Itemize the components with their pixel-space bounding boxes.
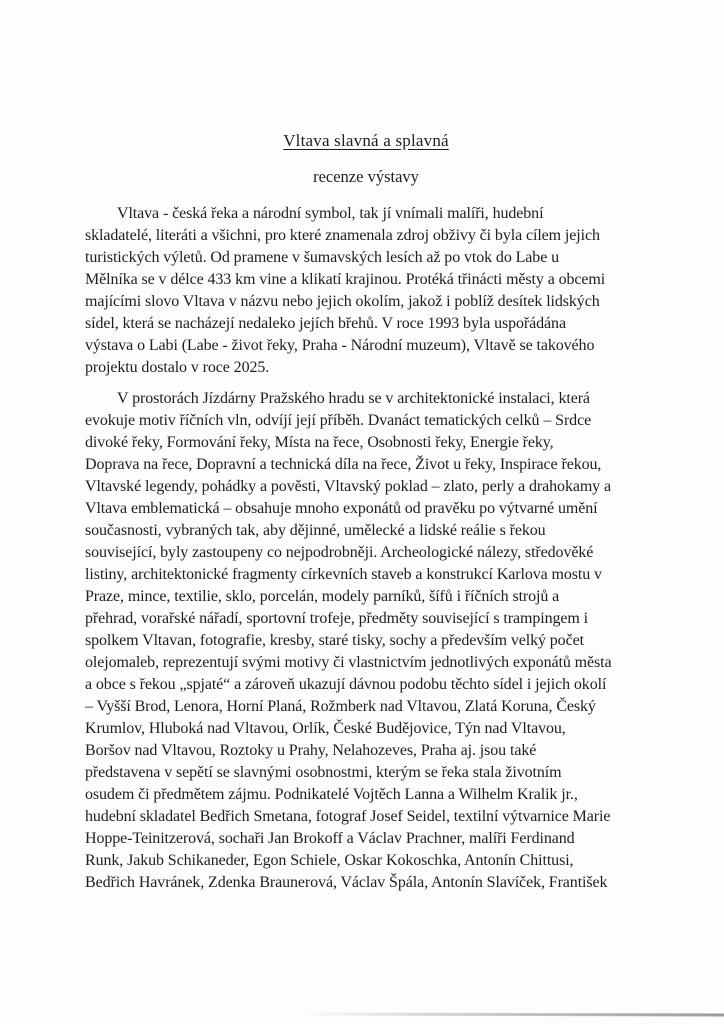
paragraph [85,203,647,379]
text-line: V prostorách Jízdárny Pražského hradu se v architektonické instalaci, která [117,390,590,407]
scan-shadow-line [298,1013,724,1017]
text-line: Vltava emblematická – obsahuje mnoho exponátů od pravěku po výtvarné umění [85,500,598,517]
text-line: přehrad, vorařské nářadí, sportovní trofeje, předměty související s trampingem i [85,610,588,627]
text-line: evokuje motiv říčních vln, odvíjí její příběh. Dvanáct tematických celků – Srdce [85,412,592,429]
document-title: Vltava slavná a splavná [283,131,449,150]
text-line: Hoppe-Teinitzerová, sochaři Jan Brokoff a Václav Prachner, malíři Ferdinand [85,830,575,847]
text-line: a obce s řekou „spjaté“ a zároveň ukazují dávnou podobu těchto sídel i jejich okolí [85,676,607,693]
text-line: Bedřich Havránek, Zdenka Braunerová, Václav Špála, Antonín Slavíček, František [85,874,608,891]
text-line: sídel, která se nacházejí nedaleko jejích břehů. V roce 1993 byla uspořádána [85,315,566,332]
text-line: osudem či předmětem zájmu. Podnikatelé Vojtěch Lanna a Wilhelm Kralik jr., [85,786,578,803]
paragraph [85,388,647,894]
document-subtitle: recenze výstavy [313,167,419,186]
text-line: Runk, Jakub Schikaneder, Egon Schiele, Oskar Kokoschka, Antonín Chittusi, [85,852,574,869]
text-line: spolkem Vltavan, fotografie, kresby, staré tisky, sochy a především velký počet [85,632,584,649]
text-line: – Vyšší Brod, Lenora, Horní Planá, Rožmberk nad Vltavou, Zlatá Koruna, Český [85,698,596,715]
text-line: současnosti, vybraných tak, aby dějinné, umělecké a lidské reálie s řekou [85,522,546,539]
text-line: Doprava na řece, Dopravní a technická díla na řece, Život u řeky, Inspirace řekou, [85,456,602,473]
text-line: Boršov nad Vltavou, Roztoky u Prahy, Nelahozeves, Praha aj. jsou také [85,742,537,759]
text-line: projektu dostalo v roce 2025. [85,359,270,376]
text-line: Krumlov, Hluboká nad Vltavou, Orlík, České Budějovice, Týn nad Vltavou, [85,720,566,737]
text-line: výstava o Labi (Labe - život řeky, Praha - Národní muzeum), Vltavě se takového [85,337,595,354]
text-line: představena v sepětí se slavnými osobnostmi, kterým se řeka stala životním [85,764,562,781]
document-content [85,130,647,894]
text-line: listiny, architektonické fragmenty církevních staveb a konstrukcí Karlova mostu v [85,566,602,583]
text-line: turistických výletů. Od pramene v šumavských lesích až po vtok do Labe u [85,249,560,266]
document-body [85,203,647,894]
text-line: Praze, mince, textilie, sklo, porcelán, modely parníků, šífů i říčních strojů a [85,588,560,605]
text-line: skladatelé, literáti a všichni, pro které znamenala zdroj obživy či byla cílem jejich [85,227,600,244]
text-line: olejomaleb, reprezentují svými motivy či vlastnictvím jednotlivých exponátů města [85,654,612,671]
text-line: divoké řeky, Formování řeky, Místa na řece, Osobnosti řeky, Energie řeky, [85,434,554,451]
text-line: hudební skladatel Bedřich Smetana, fotograf Josef Seidel, textilní výtvarnice Marie [85,808,611,825]
text-line: Vltavské legendy, pohádky a pověsti, Vltavský poklad – zlato, perly a drahokamy a [85,478,611,495]
text-line: Mělníka se v délce 433 km vine a klikatí krajinou. Protéká třinácti městy a obcemi [85,271,606,288]
text-line: Vltava - česká řeka a národní symbol, tak jí vnímali malíři, hudební [117,205,544,222]
text-line: související, byly zastoupeny co nejpodrobněji. Archeologické nálezy, středověké [85,544,594,561]
text-line: majícími slovo Vltava v názvu nebo jejich okolím, jakož i poblíž desítek lidských [85,293,600,310]
